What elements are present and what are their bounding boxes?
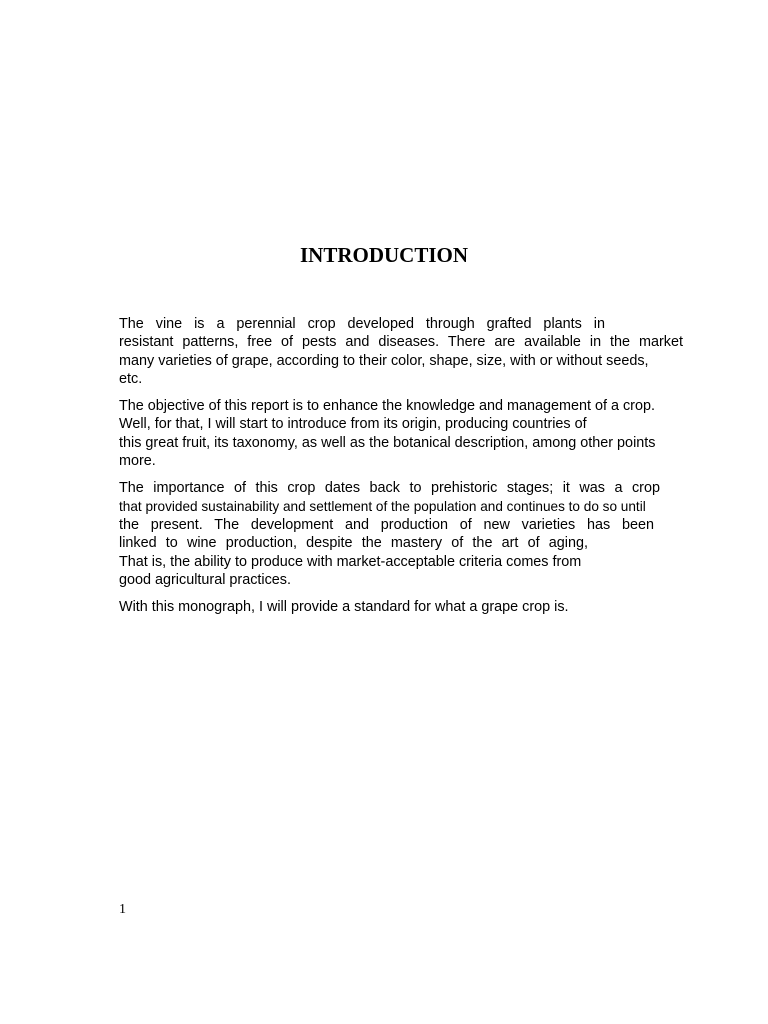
page-number: 1 (119, 902, 126, 917)
text-line: that provided sustainability and settlement of the population and continues to do so until (119, 498, 646, 514)
page-title: INTRODUCTION (299, 243, 469, 267)
paragraph-4 (119, 598, 719, 616)
paragraph-1 (119, 315, 719, 388)
text-line: The importance of this crop dates back to prehistoric stages; it was a crop (119, 480, 660, 497)
text-line: With this monograph, I will provide a standard for what a grape crop is. (119, 599, 569, 616)
text-line: The objective of this report is to enhance the knowledge and management of a crop. (119, 398, 655, 415)
text-line: many varieties of grape, according to their color, shape, size, with or without seeds, (119, 352, 649, 369)
text-line: linked to wine production, despite the mastery of the art of aging, (119, 535, 588, 552)
text-line: Well, for that, I will start to introduce from its origin, producing countries of (119, 416, 587, 433)
text-line: this great fruit, its taxonomy, as well as the botanical description, among other points (119, 434, 656, 451)
text-line: resistant patterns, free of pests and diseases. There are available in the market (119, 334, 683, 351)
text-line: the present. The development and production of new varieties has been (119, 516, 654, 533)
text-line: etc. (119, 370, 143, 387)
text-line: That is, the ability to produce with market-acceptable criteria comes from (119, 553, 582, 570)
text-line: The vine is a perennial crop developed through grafted plants in (119, 316, 605, 332)
text-line: more. (119, 453, 156, 470)
document-body (119, 315, 719, 625)
paragraph-3 (119, 479, 719, 589)
text-line: good agricultural practices. (119, 571, 291, 588)
paragraph-2 (119, 397, 719, 470)
